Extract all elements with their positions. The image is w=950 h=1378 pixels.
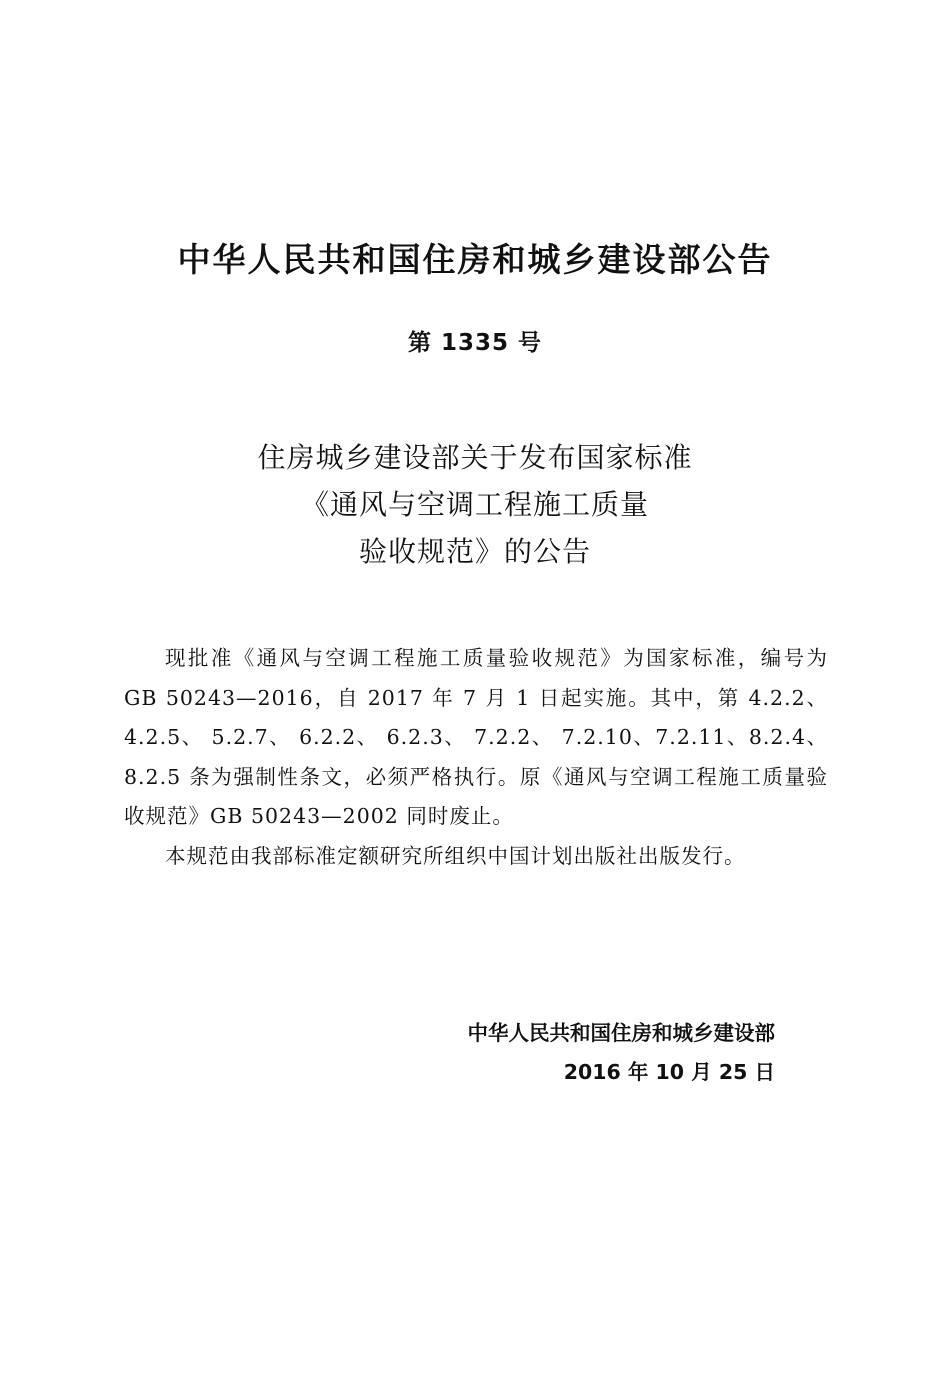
announcement-body	[124, 639, 828, 876]
signoff-block	[468, 1014, 776, 1092]
body-paragraph-2: 本规范由我部标准定额研究所组织中国计划出版社出版发行。	[165, 843, 746, 868]
announcement-title	[0, 434, 950, 575]
title-line-3: 验收规范》的公告	[358, 535, 591, 568]
title-line-1: 住房城乡建设部关于发布国家标准	[257, 441, 693, 474]
title-line-2: 《通风与空调工程施工质量	[300, 488, 649, 521]
body-paragraph-1: 现批准《通风与空调工程施工质量验收规范》为国家标准，编号为 GB 50243—2016，自 2017 年 7 月 1 日起实施。其中，第 4.2.2、 4.2.5、 5.2.7、 6.2.2、 6.2.3、 7.2.2、 7.2.10、7.2.11、8.2.4、8.2.5 条为强制性条文，必须严格执行。原《通风与空调工程施工质量验收规范》GB 50243—2002 同时废止。	[124, 646, 828, 828]
issue-date: 2016 年 10 月 25 日	[563, 1060, 775, 1084]
announcement-authority-heading: 中华人民共和国住房和城乡建设部公告	[177, 240, 773, 279]
announcement-number: 第 1335 号	[407, 330, 543, 356]
issuer-name: 中华人民共和国住房和城乡建设部	[467, 1021, 775, 1045]
